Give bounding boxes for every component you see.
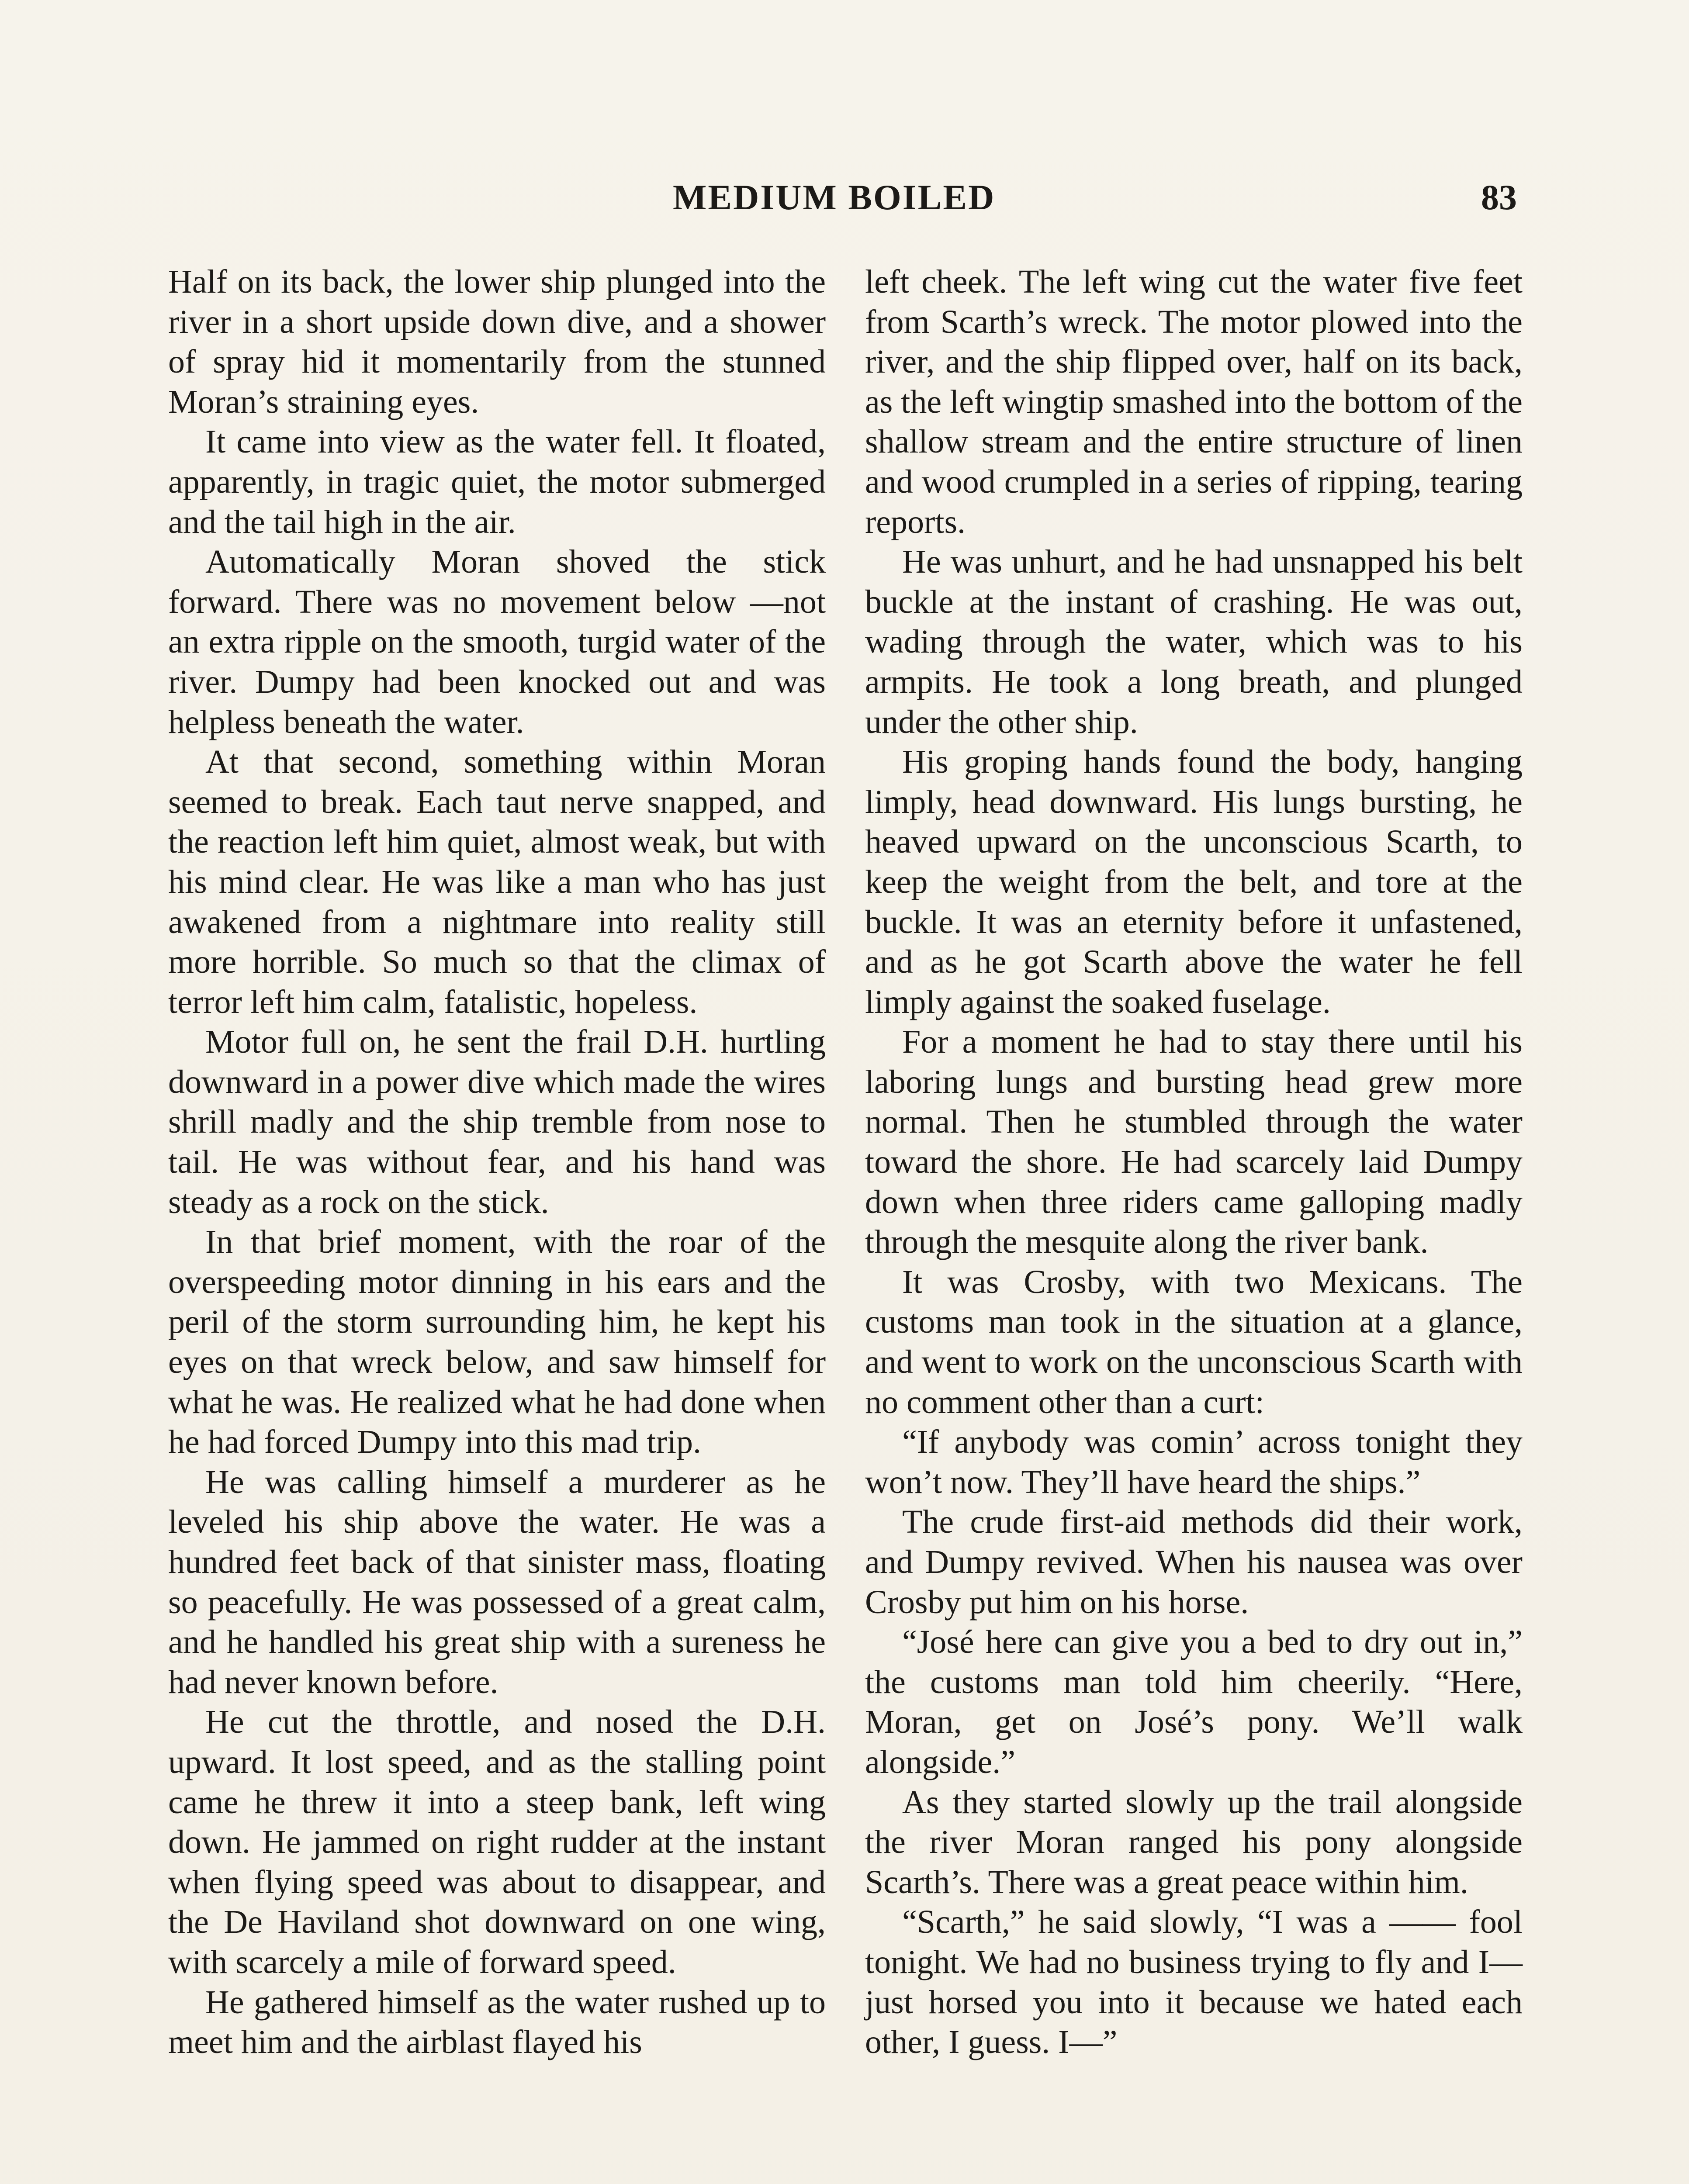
running-title: MEDIUM BOILED: [673, 177, 996, 217]
paragraph: “If anybody was comin’ across tonight they won’t now. They’ll have heard the ships.”: [865, 1424, 1523, 1500]
paragraph: left cheek. The left wing cut the water five feet from Scarth’s wreck. The motor plowed into the river, and the ship flipped over, half on its back, as the left wingtip smashed into the bottom of the shallow stream and the entire structure of linen and wood crumpled in a series of ripping, tearing reports.: [865, 263, 1523, 540]
right-column: [865, 262, 1523, 2063]
left-column: [168, 262, 826, 2063]
paragraph: Motor full on, he sent the frail D.H. hurtling downward in a power dive which made the wires shrill madly and the ship tremble from nose to tail. He was without fear, and his hand was steady as a rock on the stick.: [168, 1023, 826, 1220]
paragraph: For a moment he had to stay there until his laboring lungs and bursting head grew more normal. Then he stumbled through the water toward the shore. He had scarcely laid Dumpy down when three riders came galloping madly through the mesquite along the river bank.: [865, 1023, 1523, 1261]
paragraph: He cut the throttle, and nosed the D.H. upward. It lost speed, and as the stalling point came he threw it into a steep bank, left wing down. He jammed on right rudder at the instant when flying speed was about to disappear, and the De Haviland shot downward on one wing, with scarcely a mile of forward speed.: [168, 1704, 826, 1980]
paragraph: He gathered himself as the water rushed up to meet him and the airblast flayed his: [168, 1984, 826, 2061]
paragraph: It came into view as the water fell. It floated, apparently, in tragic quiet, the motor submerged and the tail high in the air.: [168, 423, 826, 540]
paragraph: It was Crosby, with two Mexicans. The customs man took in the situation at a glance, and went to work on the unconscious Scarth with no comment other than a curt:: [865, 1263, 1523, 1420]
running-head: [0, 177, 1689, 225]
paragraph: At that second, something within Moran seemed to break. Each taut nerve snapped, and the reaction left him quiet, almost weak, but with his mind clear. He was like a man who has just awakened from a nightmare into reality still more horrible. So much so that the climax of terror left him calm, fatalistic, hopeless.: [168, 743, 826, 1020]
paragraph: He was calling himself a murderer as he leveled his ship above the water. He was a hundred feet back of that sinister mass, floating so peacefully. He was possessed of a great calm, and he handled his great ship with a sureness he had never known before.: [168, 1463, 826, 1700]
paragraph: He was unhurt, and he had unsnapped his belt buckle at the instant of crashing. He was out, wading through the water, which was to his armpits. He took a long breath, and plunged under the other ship.: [865, 543, 1523, 740]
page-number: 83: [1481, 177, 1517, 217]
paragraph: “José here can give you a bed to dry out in,” the customs man told him cheerily. “Here, Moran, get on José’s pony. We’ll walk alongside.”: [865, 1624, 1523, 1780]
paragraph: The crude first-aid methods did their work, and Dumpy revived. When his nausea was over Crosby put him on his horse.: [865, 1503, 1523, 1621]
paragraph: Half on its back, the lower ship plunged into the river in a short upside down dive, and a shower of spray hid it momentarily from the stunned Moran’s straining eyes.: [168, 263, 826, 420]
paragraph: His groping hands found the body, hanging limply, head downward. His lungs bursting, he heaved upward on the unconscious Scarth, to keep the weight from the belt, and tore at the buckle. It was an eternity before it unfastened, and as he got Scarth above the water he fell limply against the soaked fuselage.: [865, 743, 1523, 1020]
paragraph: Automatically Moran shoved the stick forward. There was no movement below —not an extra ripple on the smooth, turgid water of the river. Dumpy had been knocked out and was helpless beneath the water.: [168, 543, 826, 740]
paragraph: In that brief moment, with the roar of the overspeeding motor dinning in his ears and the peril of the storm surrounding him, he kept his eyes on that wreck below, and saw himself for what he was. He realized what he had done when he had forced Dumpy into this mad trip.: [168, 1223, 826, 1461]
paragraph: “Scarth,” he said slowly, “I was a —— fool tonight. We had no business trying to fly and I—just horsed you into it because we hated each other, I guess. I—”: [865, 1904, 1523, 2061]
paragraph: As they started slowly up the trail alongside the river Moran ranged his pony alongside Scarth’s. There was a great peace within him.: [865, 1783, 1523, 1901]
